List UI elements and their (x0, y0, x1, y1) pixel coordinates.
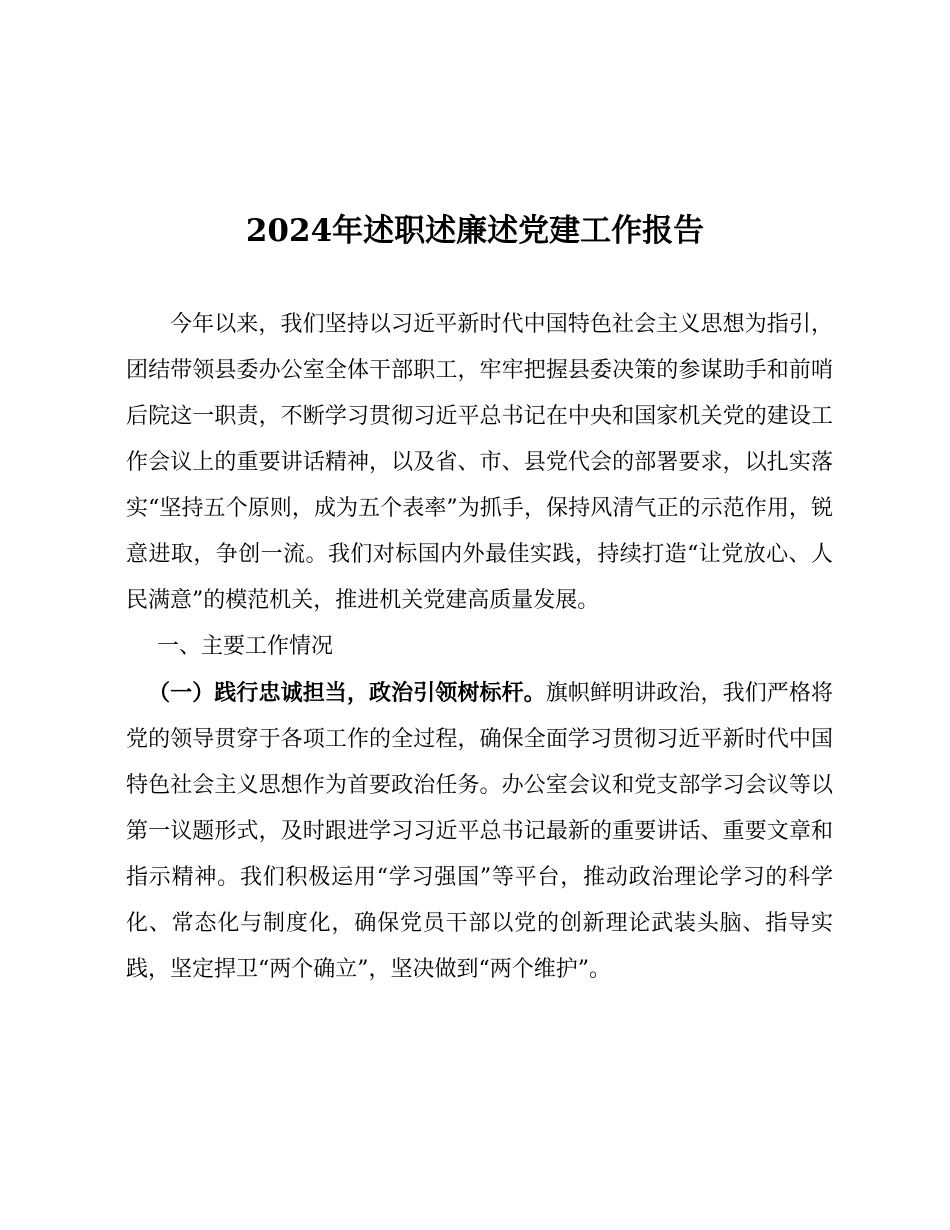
intro-paragraph: 今年以来，我们坚持以习近平新时代中国特色社会主义思想为指引，团结带领县委办公室全体干部职工，牢牢把握县委决策的参谋助手和前哨后院这一职责，不断学习贯彻习近平总书记在中央和国家机关党的建设工作会议上的重要讲话精神，以及省、市、县党代会的部署要求，以扎实落实“坚持五个原则，成为五个表率”为抓手，保持风清气正的示范作用，锐意进取，争创一流。我们对标国内外最佳实践，持续打造“让党放心、人民满意”的模范机关，推进机关党建高质量发展。 (126, 312, 833, 613)
subsection-lead: （一）践行忠诚担当，政治引领树标杆。 (148, 680, 546, 706)
section-heading: 一、主要工作情况 (157, 634, 334, 659)
document-title: 2024年述职述廉述党建工作报告 (245, 213, 705, 249)
subsection-body: 旗帜鲜明讲政治，我们严格将党的领导贯穿于各项工作的全过程，确保全面学习贯彻习近平新时代中国特色社会主义思想作为首要政治任务。办公室会议和党支部学习会议等以第一议题形式，及时跟进学习习近平总书记最新的重要讲话、重要文章和指示精神。我们积极运用“学习强国”等平台，推动政治理论学习的科学化、常态化与制度化，确保党员干部以党的创新理论武装头脑、指导实践，坚定捍卫“两个确立”，坚决做到“两个维护”。 (126, 681, 833, 982)
document-body (126, 302, 833, 993)
subsection-paragraph (126, 670, 833, 993)
